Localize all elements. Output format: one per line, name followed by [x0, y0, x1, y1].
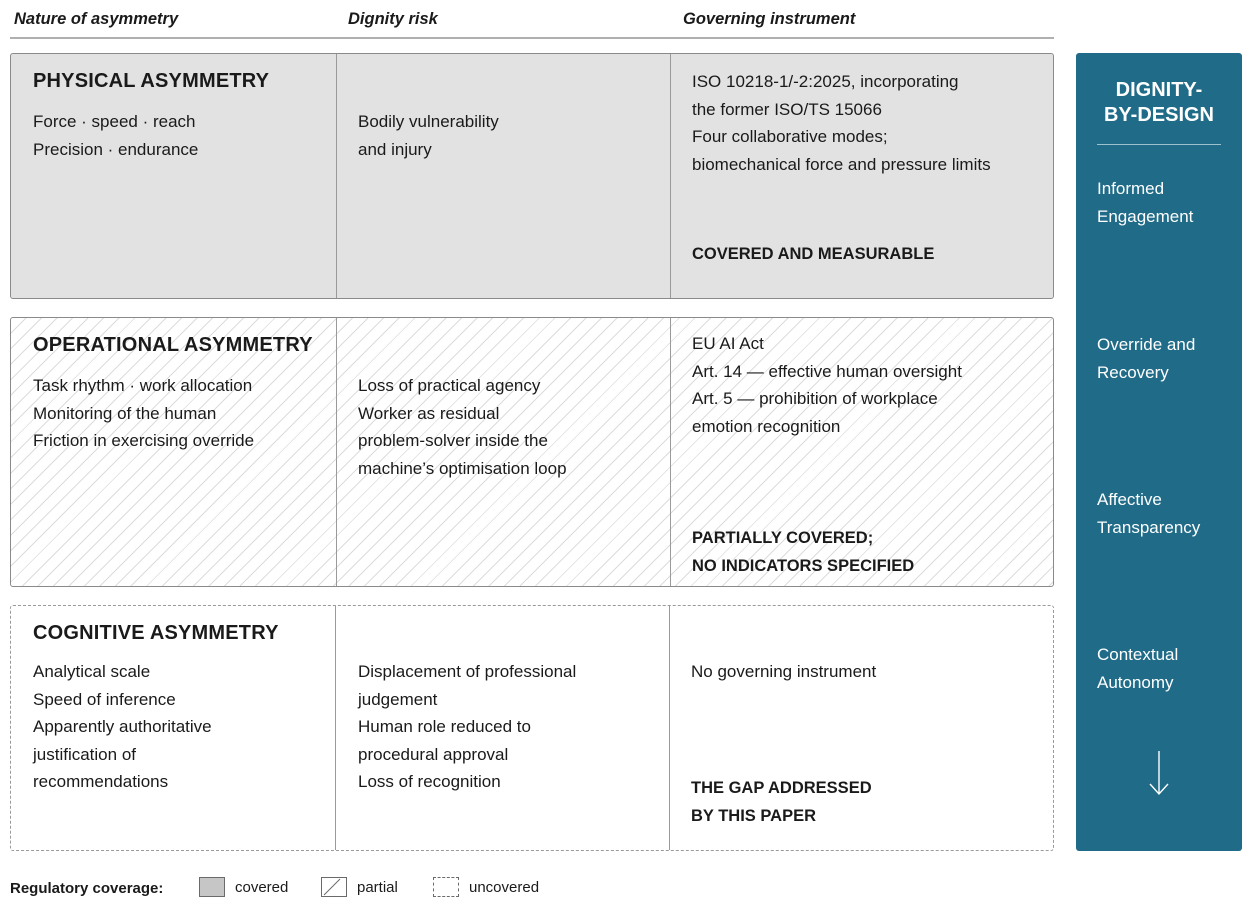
legend-item-partial: partial: [357, 879, 398, 896]
instrument-line: No governing instrument: [691, 662, 877, 681]
dignity-by-design-panel: [1076, 53, 1242, 851]
row-operational-asymmetry: [10, 317, 1054, 587]
column-divider: [336, 318, 337, 586]
nature-text: [33, 658, 212, 796]
column-divider: [670, 54, 671, 298]
risk-line: Worker as residual: [358, 403, 500, 423]
nature-line: Force · speed · reach: [33, 112, 196, 131]
instrument-line: emotion recognition: [692, 416, 841, 436]
principle-line: Affective: [1097, 490, 1162, 509]
instrument-line: Art. 14 — effective human oversight: [692, 361, 962, 381]
panel-title: [1076, 78, 1242, 128]
column-divider: [670, 318, 671, 586]
principle-line: Informed: [1097, 179, 1165, 198]
principle-line: Recovery: [1097, 362, 1169, 382]
nature-line: Apparently authoritative: [33, 717, 212, 736]
risk-text: [358, 108, 499, 163]
coverage-status: [692, 525, 914, 580]
coverage-status: [692, 241, 934, 269]
status-line: NO INDICATORS SPECIFIED: [692, 556, 915, 575]
legend-label: Regulatory coverage:: [10, 880, 164, 897]
instrument-line: Four collaborative modes;: [692, 127, 888, 146]
column-header-nature: Nature of asymmetry: [14, 10, 179, 28]
row-cognitive-asymmetry: [10, 605, 1054, 851]
principle-informed-engagement: [1097, 175, 1193, 230]
risk-text: [358, 658, 576, 796]
column-divider: [335, 606, 336, 850]
nature-line: justification of: [33, 744, 136, 764]
principle-contextual-autonomy: [1097, 641, 1178, 696]
column-header-dignity-risk: Dignity risk: [348, 10, 438, 28]
hatch-icon: [322, 878, 346, 896]
status-line: COVERED AND MEASURABLE: [692, 245, 935, 263]
instrument-text: [692, 330, 962, 440]
legend-swatch-uncovered: [433, 877, 459, 897]
nature-line: recommendations: [33, 772, 169, 791]
principle-affective-transparency: [1097, 486, 1200, 541]
risk-line: Bodily vulnerability: [358, 112, 499, 131]
panel-title-line: DIGNITY-: [1115, 79, 1203, 101]
row-physical-asymmetry: [10, 53, 1054, 299]
principle-line: Override and: [1097, 335, 1196, 354]
principle-line: Engagement: [1097, 206, 1194, 226]
status-line: PARTIALLY COVERED;: [692, 529, 874, 547]
risk-text: [358, 372, 567, 482]
risk-line: machine’s optimisation loop: [358, 458, 567, 478]
risk-line: judgement: [358, 689, 438, 709]
nature-line: Task rhythm · work allocation: [33, 376, 253, 395]
legend-item-uncovered: uncovered: [469, 879, 540, 896]
legend-swatch-covered: [199, 877, 225, 897]
risk-line: Displacement of professional: [358, 662, 577, 681]
nature-line: Speed of inference: [33, 689, 176, 709]
panel-divider: [1097, 144, 1221, 145]
principle-override-and-recovery: [1097, 331, 1195, 386]
principle-line: Transparency: [1097, 517, 1201, 537]
nature-line: Analytical scale: [33, 662, 151, 681]
instrument-text: [691, 658, 876, 686]
nature-text: [33, 108, 198, 163]
legend-item-covered: covered: [235, 879, 289, 896]
nature-line: Precision · endurance: [33, 139, 199, 159]
instrument-line: the former ISO/TS 15066: [692, 99, 882, 119]
nature-line: Friction in exercising override: [33, 431, 255, 450]
status-line: THE GAP ADDRESSED: [691, 779, 872, 797]
legend-swatch-partial: [321, 877, 347, 897]
instrument-line: biomechanical force and pressure limits: [692, 154, 991, 174]
panel-title-line: BY-DESIGN: [1103, 104, 1215, 126]
risk-line: procedural approval: [358, 744, 509, 764]
risk-line: Loss of practical agency: [358, 376, 541, 395]
risk-line: and injury: [358, 139, 432, 159]
coverage-status: [691, 775, 872, 830]
column-divider: [669, 606, 670, 850]
risk-line: Human role reduced to: [358, 717, 531, 736]
row-title: COGNITIVE ASYMMETRY: [33, 622, 279, 644]
nature-line: Monitoring of the human: [33, 403, 217, 423]
instrument-line: EU AI Act: [692, 334, 764, 353]
principle-line: Contextual: [1097, 645, 1179, 664]
down-arrow-icon: [1148, 749, 1170, 797]
risk-line: Loss of recognition: [358, 772, 501, 791]
column-header-governing-instrument: Governing instrument: [683, 10, 856, 28]
column-divider: [336, 54, 337, 298]
instrument-line: ISO 10218-1/-2:2025, incorporating: [692, 72, 959, 91]
header-divider: [10, 37, 1054, 39]
nature-text: [33, 372, 254, 455]
principle-line: Autonomy: [1097, 672, 1174, 692]
row-title: PHYSICAL ASYMMETRY: [33, 70, 270, 92]
row-title: OPERATIONAL ASYMMETRY: [33, 334, 313, 356]
down-arrow-icon: [1076, 749, 1242, 802]
instrument-line: Art. 5 — prohibition of workplace: [692, 389, 938, 408]
status-line: BY THIS PAPER: [691, 806, 816, 825]
instrument-text: [692, 68, 991, 178]
risk-line: problem-solver inside the: [358, 431, 548, 450]
